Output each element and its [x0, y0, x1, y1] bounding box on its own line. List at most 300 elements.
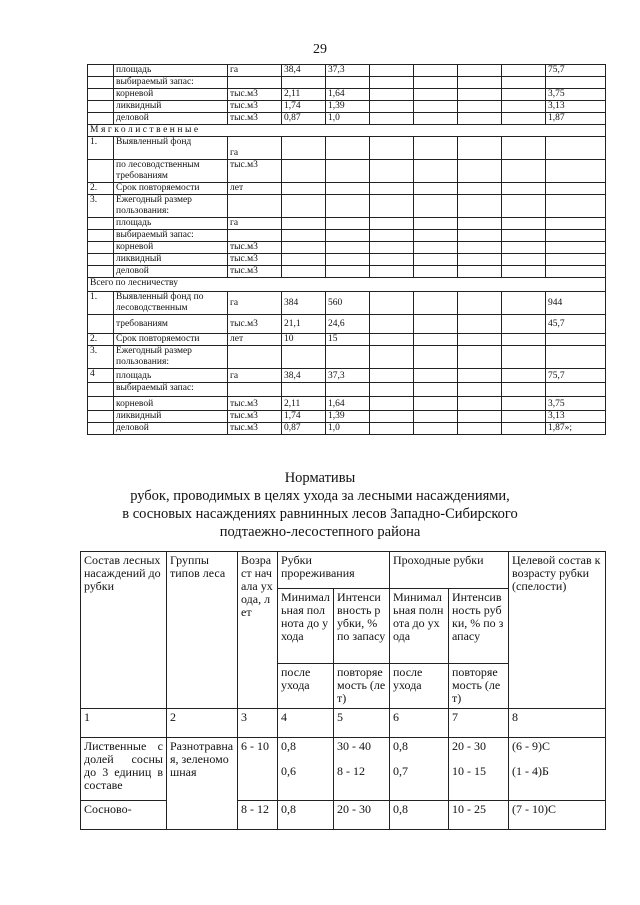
table-cell: 15: [326, 334, 370, 346]
table-cell: Ежегодный размер пользования:: [114, 346, 228, 369]
table-cell: Лиственные с долей сосны до 3 единиц в составе: [81, 738, 167, 801]
table-cell: [282, 160, 326, 183]
cell-text: 0,6: [281, 764, 296, 778]
table-cell: [458, 183, 502, 195]
table-cell: 1,0: [326, 423, 370, 435]
table-cell: 24,6: [326, 315, 370, 334]
table-cell: [88, 65, 114, 77]
table-cell: [458, 65, 502, 77]
table-cell: тыс.м3: [228, 242, 282, 254]
table-cell: [282, 242, 326, 254]
table-row: [88, 369, 606, 383]
table-cell: Всего по лесничеству: [88, 278, 606, 292]
table-row: [88, 254, 606, 266]
table-cell: 0,8: [278, 801, 334, 830]
table-row: [88, 89, 606, 101]
table-row: [88, 195, 606, 218]
table-cell: [228, 77, 282, 89]
table-cell: корневой: [114, 242, 228, 254]
table-cell: [414, 266, 458, 278]
table-cell: [228, 195, 282, 218]
table-cell: [502, 195, 546, 218]
table-cell: площадь: [114, 218, 228, 230]
table-cell: [502, 89, 546, 101]
table-cell: [546, 383, 606, 397]
table-cell: [326, 218, 370, 230]
header-target: Целевой состав к возрасту рубки (спелости): [509, 552, 606, 709]
table-cell: [414, 65, 458, 77]
table-cell: [370, 315, 414, 334]
table-cell: [370, 334, 414, 346]
table-cell: [509, 738, 606, 801]
table-cell: [414, 89, 458, 101]
header-repeat: повторяемость (лет): [449, 664, 509, 709]
table-cell: [502, 101, 546, 113]
table-cell: Выявленный фонд: [114, 137, 228, 160]
table-cell: [326, 383, 370, 397]
table-cell: [458, 411, 502, 423]
cell-text: 8 - 12: [337, 764, 365, 778]
table-cell: [449, 738, 509, 801]
table-cell: [282, 230, 326, 242]
table-cell: корневой: [114, 397, 228, 411]
table-cell: [458, 113, 502, 125]
table-cell: выбираемый запас:: [114, 383, 228, 397]
table-cell: [390, 738, 449, 801]
table-cell: требованиям: [114, 315, 228, 334]
table-cell: [370, 254, 414, 266]
table-cell: выбираемый запас:: [114, 77, 228, 89]
table-cell: тыс.м3: [228, 315, 282, 334]
table-cell: 3.: [88, 346, 114, 369]
table-cell: 75,7: [546, 65, 606, 77]
header-intensity: Интенсивность рубки, % по запасу: [449, 589, 509, 664]
table-cell: [458, 397, 502, 411]
table-cell: [458, 101, 502, 113]
table-cell: [458, 137, 502, 160]
cell-text: 0,7: [393, 764, 408, 778]
table-cell: [370, 423, 414, 435]
table-cell: ликвидный: [114, 411, 228, 423]
cell-text: 0,8: [393, 739, 408, 753]
table-cell: площадь: [114, 65, 228, 77]
norms-table: [80, 551, 606, 830]
table-cell: тыс.м3: [228, 89, 282, 101]
table-row: [88, 218, 606, 230]
table-cell: [458, 230, 502, 242]
cell-text: (6 - 9)С: [512, 739, 550, 753]
table-cell: 1,0: [326, 113, 370, 125]
table-cell: [458, 266, 502, 278]
table-cell: площадь: [114, 369, 228, 383]
table-row: [88, 411, 606, 423]
table-cell: тыс.м3: [228, 101, 282, 113]
table-row: [88, 137, 606, 160]
header-forest-types: Группы типов леса: [167, 552, 238, 709]
column-numbers-row: [81, 709, 606, 738]
table-cell: [502, 77, 546, 89]
table-cell: 2.: [88, 334, 114, 346]
table-cell: [326, 160, 370, 183]
table-row: [88, 113, 606, 125]
table-cell: [370, 137, 414, 160]
table-cell: 45,7: [546, 315, 606, 334]
table-cell: [326, 266, 370, 278]
table-cell: 10: [282, 334, 326, 346]
table-cell: тыс.м3: [228, 254, 282, 266]
table-cell: [458, 254, 502, 266]
table-cell: 1,64: [326, 89, 370, 101]
table-cell: 1,64: [326, 397, 370, 411]
heading-line: подтаежно-лесостепного района: [219, 524, 421, 540]
table-cell: 2,11: [282, 397, 326, 411]
table-cell: [414, 369, 458, 383]
table-cell: [414, 160, 458, 183]
header-thinning: Рубки прореживания: [278, 552, 390, 589]
table-cell: 1,74: [282, 101, 326, 113]
table-cell: [370, 383, 414, 397]
cell-text: 0,8: [281, 739, 296, 753]
table-row: [88, 383, 606, 397]
heading-title: Нормативы: [284, 470, 356, 486]
table-cell: [502, 183, 546, 195]
table-cell: [546, 346, 606, 369]
table-cell: [282, 346, 326, 369]
table-cell: [370, 346, 414, 369]
table-cell: [326, 183, 370, 195]
table-cell: [370, 89, 414, 101]
table-cell: [370, 230, 414, 242]
table-cell: 37,3: [326, 65, 370, 77]
table-cell: [282, 383, 326, 397]
table-cell: [458, 383, 502, 397]
section-row-total: [88, 278, 606, 292]
table-row: [88, 160, 606, 183]
heading-line: в сосновых насаждениях равнинных лесов Западно-Сибирского: [122, 506, 518, 522]
table-cell: тыс.м3: [228, 397, 282, 411]
table-cell: [326, 242, 370, 254]
table-cell: [502, 334, 546, 346]
cell-text: 20 - 30: [452, 739, 486, 753]
table-cell: ликвидный: [114, 101, 228, 113]
table-cell: [502, 218, 546, 230]
table-cell: 2: [167, 709, 238, 738]
table-cell: 1: [81, 709, 167, 738]
table-cell: га: [228, 369, 282, 383]
table-cell: деловой: [114, 113, 228, 125]
table-cell: тыс.м3: [228, 411, 282, 423]
table-cell: га: [228, 218, 282, 230]
table-row: [88, 101, 606, 113]
table-cell: 4: [88, 369, 114, 383]
table-cell: [88, 242, 114, 254]
table-cell: [88, 423, 114, 435]
table-cell: 2.: [88, 183, 114, 195]
table-cell: [458, 292, 502, 315]
table-cell: 3.: [88, 195, 114, 218]
table-cell: Мягколиственные: [88, 125, 606, 137]
table-cell: [370, 195, 414, 218]
table-cell: [414, 77, 458, 89]
table-cell: [282, 195, 326, 218]
table-cell: га: [228, 137, 282, 160]
table-row: [88, 65, 606, 77]
table-cell: [326, 346, 370, 369]
table-cell: [326, 254, 370, 266]
table-cell: 3,75: [546, 89, 606, 101]
table-cell: ликвидный: [114, 254, 228, 266]
table-cell: [414, 397, 458, 411]
table-cell: [546, 77, 606, 89]
table-cell: [334, 738, 390, 801]
table-cell: [458, 242, 502, 254]
table-cell: 7: [449, 709, 509, 738]
table-cell: [228, 230, 282, 242]
table-cell: [502, 346, 546, 369]
table-cell: [458, 195, 502, 218]
table-row: [88, 292, 606, 315]
table-cell: [414, 183, 458, 195]
table-cell: [88, 101, 114, 113]
table-cell: [370, 397, 414, 411]
table-cell: [370, 77, 414, 89]
table-cell: [502, 369, 546, 383]
table-cell: 1,39: [326, 411, 370, 423]
table-cell: [282, 77, 326, 89]
table-cell: [88, 266, 114, 278]
table-cell: [414, 101, 458, 113]
table-cell: 6 - 10: [238, 738, 278, 801]
table-cell: 384: [282, 292, 326, 315]
table-row: [81, 801, 606, 830]
table-cell: [546, 183, 606, 195]
table-cell: 1,39: [326, 101, 370, 113]
heading-line: рубок, проводимых в целях ухода за лесными насаждениями,: [130, 488, 510, 504]
table-cell: тыс.м3: [228, 160, 282, 183]
table-cell: 1.: [88, 292, 114, 315]
table-cell: [414, 242, 458, 254]
table-cell: [502, 397, 546, 411]
table-cell: [502, 65, 546, 77]
table-row: [88, 423, 606, 435]
table-cell: Сосново-: [81, 801, 167, 830]
header-row: [81, 552, 606, 589]
table-cell: Срок повторяемости: [114, 334, 228, 346]
cell-text: 10 - 15: [452, 764, 486, 778]
table-cell: [502, 230, 546, 242]
table-cell: [414, 195, 458, 218]
table-cell: 3,75: [546, 397, 606, 411]
table-cell: [458, 218, 502, 230]
table-cell: [502, 383, 546, 397]
table-cell: [414, 254, 458, 266]
table-cell: 75,7: [546, 369, 606, 383]
table-cell: [414, 315, 458, 334]
table-cell: по лесоводственным требованиям: [114, 160, 228, 183]
header-repeat: повторяемость (лет): [334, 664, 390, 709]
table-cell: 1.: [88, 137, 114, 160]
section-row-soft: [88, 125, 606, 137]
table-cell: [546, 254, 606, 266]
table-cell: 944: [546, 292, 606, 315]
table-row: [81, 738, 606, 801]
table-cell: [458, 315, 502, 334]
table-cell: тыс.м3: [228, 266, 282, 278]
table-cell: [414, 423, 458, 435]
cell-text: 30 - 40: [337, 739, 371, 753]
table-cell: 37,3: [326, 369, 370, 383]
allowable-cut-table: [87, 64, 606, 435]
header-after: после ухода: [278, 664, 334, 709]
table-cell: деловой: [114, 423, 228, 435]
table-cell: [414, 383, 458, 397]
table-cell: [282, 137, 326, 160]
table-cell: [414, 346, 458, 369]
page-number: 29: [313, 42, 327, 57]
table-cell: [326, 77, 370, 89]
table-cell: [458, 369, 502, 383]
table-cell: [414, 230, 458, 242]
table-cell: [502, 242, 546, 254]
table-cell: [414, 218, 458, 230]
table-cell: [88, 411, 114, 423]
table-row: [88, 397, 606, 411]
table-cell: Разнотравная, зеленомошная: [167, 738, 238, 830]
table-cell: 0,8: [390, 801, 449, 830]
table-cell: [88, 113, 114, 125]
table-cell: (7 - 10)С: [509, 801, 606, 830]
table-cell: 38,4: [282, 65, 326, 77]
table-cell: 2,11: [282, 89, 326, 101]
table-cell: [370, 266, 414, 278]
table-cell: [370, 183, 414, 195]
table-row: [88, 334, 606, 346]
table-cell: [546, 242, 606, 254]
table-cell: [370, 101, 414, 113]
table-cell: [370, 411, 414, 423]
table-cell: Ежегодный размер пользования:: [114, 195, 228, 218]
table-cell: [546, 218, 606, 230]
table-cell: га: [228, 65, 282, 77]
header-age: Возраст начала ухода, лет: [238, 552, 278, 709]
table-cell: 38,4: [282, 369, 326, 383]
cell-text: (1 - 4)Б: [512, 764, 549, 778]
table-cell: [414, 411, 458, 423]
table-cell: [458, 423, 502, 435]
header-min-density: Минимальная полнота до ухода: [390, 589, 449, 664]
table-row: [88, 266, 606, 278]
table-cell: [370, 242, 414, 254]
table-cell: [88, 230, 114, 242]
table-cell: 8 - 12: [238, 801, 278, 830]
table-cell: [370, 292, 414, 315]
table-cell: [88, 315, 114, 334]
table-cell: [502, 160, 546, 183]
table-cell: [546, 195, 606, 218]
table-cell: лет: [228, 334, 282, 346]
table-cell: 5: [334, 709, 390, 738]
table-cell: деловой: [114, 266, 228, 278]
table-cell: [278, 738, 334, 801]
header-composition: Состав лесных насаждений до рубки: [81, 552, 167, 709]
header-passage: Проходные рубки: [390, 552, 509, 589]
table-row: [88, 183, 606, 195]
table-cell: [326, 137, 370, 160]
table-cell: [502, 292, 546, 315]
header-intensity: Интенсивность рубки, % по запасу: [334, 589, 390, 664]
table-cell: [88, 383, 114, 397]
table-cell: [546, 334, 606, 346]
table-cell: 6: [390, 709, 449, 738]
table-cell: 20 - 30: [334, 801, 390, 830]
table-cell: 1,74: [282, 411, 326, 423]
table-cell: [88, 218, 114, 230]
table-cell: [282, 183, 326, 195]
table-cell: 21,1: [282, 315, 326, 334]
table-cell: [228, 383, 282, 397]
table-cell: [502, 423, 546, 435]
table-cell: [502, 411, 546, 423]
table-cell: [546, 137, 606, 160]
table-cell: [458, 346, 502, 369]
table-cell: га: [228, 292, 282, 315]
table-cell: [546, 160, 606, 183]
header-min-density: Минимальная полнота до ухода: [278, 589, 334, 664]
table-row: [88, 77, 606, 89]
table-cell: [370, 113, 414, 125]
table-cell: 3,13: [546, 411, 606, 423]
table-cell: [326, 230, 370, 242]
table-cell: [502, 266, 546, 278]
table-cell: [502, 113, 546, 125]
table-cell: [458, 160, 502, 183]
table-cell: 0,87: [282, 113, 326, 125]
table-cell: [546, 230, 606, 242]
table-cell: [370, 65, 414, 77]
table-cell: выбираемый запас:: [114, 230, 228, 242]
table-cell: 1,87»;: [546, 423, 606, 435]
norms-heading: [0, 469, 640, 541]
table-row: [88, 230, 606, 242]
table-cell: [546, 266, 606, 278]
header-after: после ухода: [390, 664, 449, 709]
table-cell: [370, 369, 414, 383]
table-row: [88, 242, 606, 254]
table-cell: 3: [238, 709, 278, 738]
table-cell: [228, 346, 282, 369]
table-cell: [88, 77, 114, 89]
table-row: [88, 315, 606, 334]
table-row: [88, 346, 606, 369]
table-cell: [502, 315, 546, 334]
table-cell: [458, 89, 502, 101]
table-cell: [88, 254, 114, 266]
table-cell: 560: [326, 292, 370, 315]
table-cell: [326, 195, 370, 218]
table-cell: [370, 160, 414, 183]
table-cell: [414, 292, 458, 315]
table-cell: Срок повторяемости: [114, 183, 228, 195]
table-cell: 8: [509, 709, 606, 738]
table-cell: [282, 266, 326, 278]
table-cell: [502, 137, 546, 160]
table-cell: 0,87: [282, 423, 326, 435]
table-cell: [370, 218, 414, 230]
table-cell: [282, 218, 326, 230]
table-cell: Выявленный фонд по лесоводственным: [114, 292, 228, 315]
table-cell: [458, 334, 502, 346]
table-cell: [414, 137, 458, 160]
